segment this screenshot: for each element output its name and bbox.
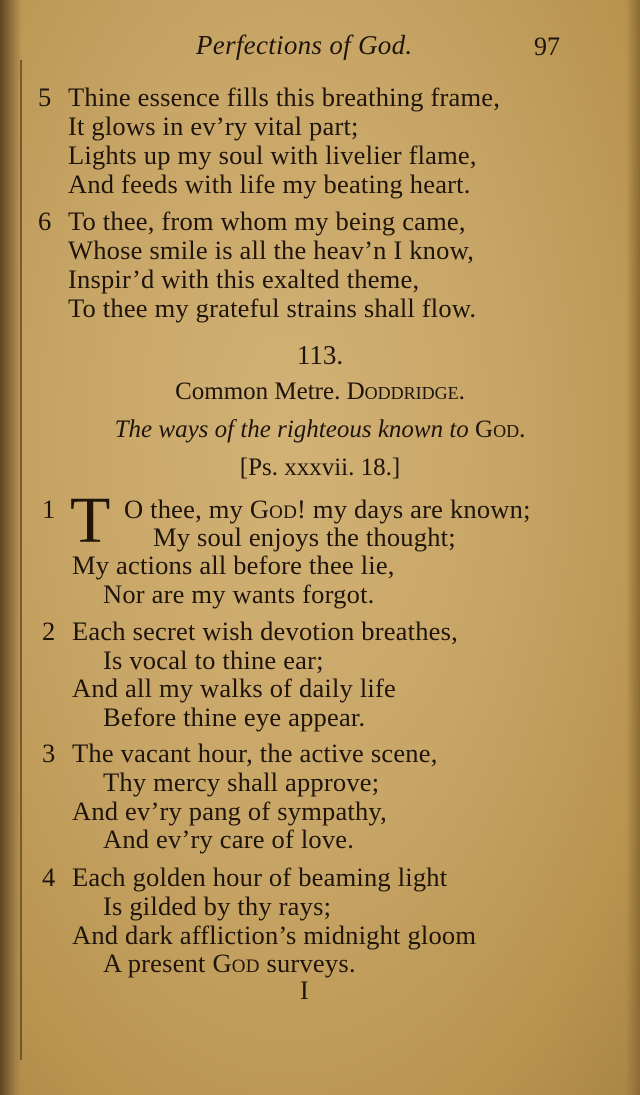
running-title: Perfections of God. <box>196 30 413 60</box>
verse-number: 5 <box>38 82 52 112</box>
verse-number: 3 <box>42 738 56 768</box>
verse-line: Thy mercy shall approve; <box>103 767 380 797</box>
page-number: 97 <box>534 32 560 61</box>
page-edge <box>626 0 640 1095</box>
verse-number: 2 <box>42 616 56 646</box>
verse-line: It glows in ev’ry vital part; <box>68 111 359 141</box>
verse-line: Is vocal to thine ear; <box>103 645 324 675</box>
verse-line: O thee, my God! my days are known; <box>124 494 531 524</box>
verse-line: Thine essence fills this breathing frame, <box>68 82 501 112</box>
hymn-number: 113. <box>296 340 344 370</box>
verse-line: Nor are my wants forgot. <box>103 579 375 609</box>
verse-number: 1 <box>42 494 56 524</box>
verse-line: My soul enjoys the thought; <box>153 522 456 552</box>
subject-god: God. <box>475 416 526 443</box>
binding-crease <box>20 60 22 1060</box>
verse-line: And dark affliction’s midnight gloom <box>72 920 477 950</box>
page-binding <box>0 0 22 1095</box>
verse-number: 4 <box>42 862 56 892</box>
verse-line: Whose smile is all the heav’n I know, <box>68 235 475 265</box>
verse-line: And all my walks of daily life <box>72 673 396 703</box>
drop-cap: T <box>70 484 111 557</box>
metre-label: Common Metre. <box>175 378 341 405</box>
verse-line: A present God surveys. <box>103 948 356 978</box>
verse-line: And ev’ry pang of sympathy, <box>72 796 387 826</box>
verse-line: Each golden hour of beaming light <box>72 862 448 892</box>
verse-line: Is gilded by thy rays; <box>103 891 332 921</box>
verse-line: And feeds with life my beating heart. <box>68 169 471 199</box>
verse-line: Lights up my soul with livelier flame, <box>68 140 477 170</box>
verse-line: To thee, from whom my being came, <box>68 206 466 236</box>
verse-number: 6 <box>38 206 52 236</box>
page-header <box>0 30 640 70</box>
verse-line: The vacant hour, the active scene, <box>72 738 438 768</box>
verse-line: Before thine eye appear. <box>103 702 366 732</box>
hymn-subject <box>0 416 640 444</box>
hymn-author: Doddridge. <box>346 378 465 405</box>
verse-line: My actions all before thee lie, <box>72 550 395 580</box>
verse-line: To thee my grateful strains shall flow. <box>68 293 477 323</box>
verse-line: Each secret wish devotion breathes, <box>72 616 458 646</box>
hymn-metre <box>0 378 640 406</box>
scripture-reference: [Ps. xxxvii. 18.] <box>239 454 401 481</box>
subject-text: The ways of the righteous known to <box>114 416 469 443</box>
verse-line: And ev’ry care of love. <box>103 824 355 854</box>
verse-line: Inspir’d with this exalted theme, <box>68 264 420 294</box>
signature-mark: I <box>300 976 309 1005</box>
